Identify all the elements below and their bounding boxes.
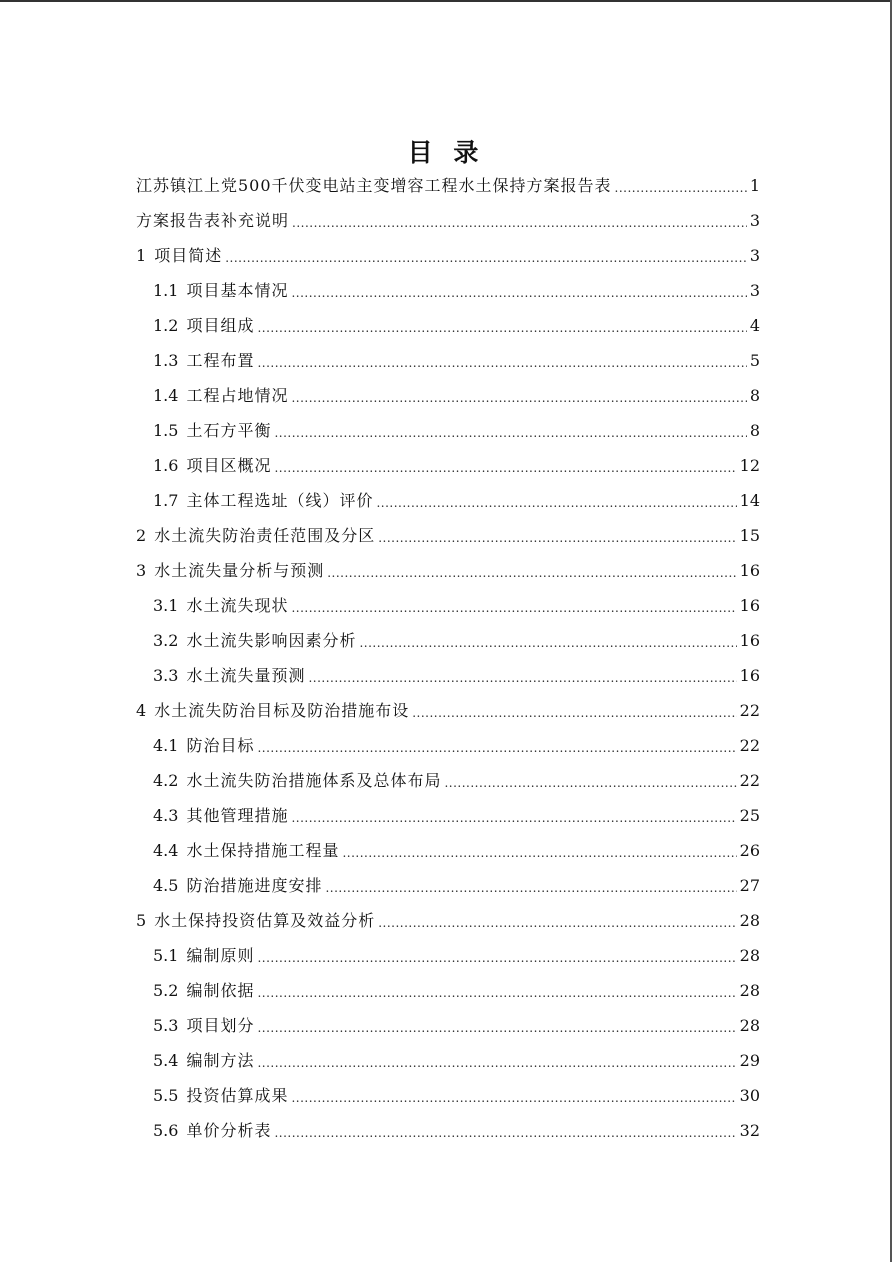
toc-entry-page-number: 8 (749, 386, 760, 405)
toc-entry-page-number: 22 (739, 701, 760, 720)
table-of-contents (136, 168, 760, 1148)
toc-entry-label: 水土保持投资估算及效益分析 (154, 911, 376, 930)
toc-entry-label: 水土流失防治目标及防治措施布设 (154, 701, 410, 720)
toc-entry-number: 5 (136, 911, 147, 930)
toc-leader-dots (257, 343, 746, 378)
toc-entry-page-number: 3 (749, 211, 760, 230)
toc-entry-page-number: 32 (739, 1121, 760, 1140)
toc-entry[interactable] (136, 1078, 760, 1113)
toc-entry[interactable] (136, 203, 760, 238)
toc-leader-dots (378, 903, 736, 938)
toc-entry-number: 4.3 (153, 806, 179, 825)
toc-entry[interactable] (136, 903, 760, 938)
toc-entry-number: 3.1 (153, 596, 179, 615)
toc-entry-page-number: 28 (739, 981, 760, 1000)
toc-entry-label: 水土保持措施工程量 (186, 841, 340, 860)
toc-entry-page-number: 30 (739, 1086, 760, 1105)
toc-entry-number: 4.1 (153, 736, 179, 755)
toc-entry-page-number: 25 (739, 806, 760, 825)
toc-leader-dots (412, 693, 736, 728)
toc-entry-number: 2 (136, 526, 147, 545)
toc-entry-label: 项目简述 (154, 246, 223, 265)
toc-entry[interactable] (136, 413, 760, 448)
toc-entry-page-number: 26 (739, 841, 760, 860)
toc-leader-dots (291, 1078, 736, 1113)
toc-entry-page-number: 16 (739, 666, 760, 685)
toc-entry[interactable] (136, 833, 760, 868)
toc-entry-label: 编制方法 (186, 1051, 255, 1070)
toc-leader-dots (291, 378, 746, 413)
toc-entry-number: 1.3 (153, 351, 179, 370)
toc-entry-label: 项目区概况 (186, 456, 272, 475)
toc-entry-label: 工程布置 (186, 351, 255, 370)
page-top-border (0, 0, 892, 2)
toc-entry[interactable] (136, 483, 760, 518)
toc-entry-number: 4.4 (153, 841, 179, 860)
toc-leader-dots (257, 308, 746, 343)
toc-entry-page-number: 14 (739, 491, 760, 510)
toc-leader-dots (291, 798, 736, 833)
toc-entry-page-number: 27 (739, 876, 760, 895)
toc-entry-number: 4.5 (153, 876, 179, 895)
toc-entry[interactable] (136, 868, 760, 903)
toc-entry-label: 水土流失防治措施体系及总体布局 (186, 771, 442, 790)
toc-entry-number: 1 (136, 246, 147, 265)
toc-entry-number: 5.2 (153, 981, 179, 1000)
toc-entry-page-number: 4 (749, 316, 760, 335)
toc-entry-number: 1.6 (153, 456, 179, 475)
toc-entry-label: 项目基本情况 (186, 281, 289, 300)
toc-entry-page-number: 8 (749, 421, 760, 440)
toc-entry[interactable] (136, 448, 760, 483)
toc-entry-page-number: 22 (739, 771, 760, 790)
toc-entry[interactable] (136, 273, 760, 308)
toc-entry-label: 单价分析表 (186, 1121, 272, 1140)
toc-entry[interactable] (136, 238, 760, 273)
toc-entry-page-number: 1 (749, 176, 760, 195)
toc-entry-label: 投资估算成果 (186, 1086, 289, 1105)
toc-leader-dots (257, 973, 736, 1008)
toc-leader-dots (359, 623, 736, 658)
toc-entry-number: 1.7 (153, 491, 179, 510)
toc-entry-page-number: 28 (739, 911, 760, 930)
toc-entry-page-number: 3 (749, 246, 760, 265)
toc-entry-label: 工程占地情况 (186, 386, 289, 405)
toc-entry-page-number: 5 (749, 351, 760, 370)
toc-entry-number: 1.1 (153, 281, 179, 300)
toc-entry-number: 5.5 (153, 1086, 179, 1105)
toc-entry-label: 水土流失防治责任范围及分区 (154, 526, 376, 545)
toc-entry-page-number: 16 (739, 596, 760, 615)
toc-entry-label: 编制依据 (186, 981, 255, 1000)
toc-entry-page-number: 16 (739, 561, 760, 580)
toc-leader-dots (274, 448, 736, 483)
toc-entry-label: 主体工程选址（线）评价 (186, 491, 374, 510)
toc-leader-dots (274, 1113, 736, 1148)
toc-entry-number: 1.4 (153, 386, 179, 405)
toc-entry-label: 水土流失现状 (186, 596, 289, 615)
toc-entry[interactable] (136, 1008, 760, 1043)
toc-entry-label: 江苏镇江上党500千伏变电站主变增容工程水土保持方案报告表 (136, 176, 612, 195)
toc-entry[interactable] (136, 623, 760, 658)
toc-entry[interactable] (136, 553, 760, 588)
toc-entry-number: 3.3 (153, 666, 179, 685)
toc-leader-dots (274, 413, 746, 448)
toc-entry[interactable] (136, 938, 760, 973)
toc-entry-page-number: 12 (739, 456, 760, 475)
toc-entry-number: 3.2 (153, 631, 179, 650)
toc-entry-label: 编制原则 (186, 946, 255, 965)
toc-entry[interactable] (136, 658, 760, 693)
toc-entry-page-number: 15 (739, 526, 760, 545)
toc-leader-dots (444, 763, 736, 798)
toc-entry[interactable] (136, 308, 760, 343)
toc-entry-label: 防治目标 (186, 736, 255, 755)
toc-entry[interactable] (136, 518, 760, 553)
toc-leader-dots (257, 938, 736, 973)
toc-leader-dots (308, 658, 736, 693)
toc-entry-number: 3 (136, 561, 147, 580)
toc-entry-number: 5.6 (153, 1121, 179, 1140)
toc-entry-label: 其他管理措施 (186, 806, 289, 825)
toc-leader-dots (257, 1008, 736, 1043)
toc-entry-number: 5.3 (153, 1016, 179, 1035)
toc-entry-page-number: 29 (739, 1051, 760, 1070)
toc-entry-page-number: 28 (739, 946, 760, 965)
toc-leader-dots (225, 238, 747, 273)
toc-leader-dots (342, 833, 736, 868)
toc-entry-page-number: 16 (739, 631, 760, 650)
toc-entry-label: 水土流失量预测 (186, 666, 306, 685)
toc-entry[interactable] (136, 168, 760, 203)
toc-entry-label: 土石方平衡 (186, 421, 272, 440)
toc-entry[interactable] (136, 728, 760, 763)
toc-leader-dots (291, 588, 736, 623)
toc-entry[interactable] (136, 763, 760, 798)
toc-entry-page-number: 28 (739, 1016, 760, 1035)
toc-entry-number: 4.2 (153, 771, 179, 790)
toc-leader-dots (378, 518, 736, 553)
toc-leader-dots (325, 868, 736, 903)
toc-leader-dots (257, 1043, 736, 1078)
toc-entry-page-number: 3 (749, 281, 760, 300)
toc-entry-label: 水土流失影响因素分析 (186, 631, 357, 650)
toc-entry[interactable] (136, 798, 760, 833)
toc-entry-number: 5.4 (153, 1051, 179, 1070)
toc-entry[interactable] (136, 693, 760, 728)
toc-entry[interactable] (136, 343, 760, 378)
toc-entry-label: 方案报告表补充说明 (136, 211, 290, 230)
toc-entry[interactable] (136, 973, 760, 1008)
toc-entry-number: 1.5 (153, 421, 179, 440)
toc-entry-label: 防治措施进度安排 (186, 876, 323, 895)
toc-entry[interactable] (136, 1043, 760, 1078)
toc-entry-label: 项目组成 (186, 316, 255, 335)
toc-leader-dots (376, 483, 736, 518)
toc-entry[interactable] (136, 1113, 760, 1148)
page-title: 目 录 (407, 138, 485, 167)
toc-leader-dots (292, 203, 747, 238)
toc-leader-dots (291, 273, 746, 308)
toc-entry[interactable] (136, 378, 760, 413)
toc-entry-page-number: 22 (739, 736, 760, 755)
toc-leader-dots (327, 553, 736, 588)
toc-leader-dots (257, 728, 736, 763)
toc-entry-number: 1.2 (153, 316, 179, 335)
toc-entry-label: 水土流失量分析与预测 (154, 561, 325, 580)
toc-leader-dots (615, 168, 747, 203)
toc-entry-number: 5.1 (153, 946, 179, 965)
toc-entry[interactable] (136, 588, 760, 623)
toc-entry-number: 4 (136, 701, 147, 720)
toc-entry-label: 项目划分 (186, 1016, 255, 1035)
